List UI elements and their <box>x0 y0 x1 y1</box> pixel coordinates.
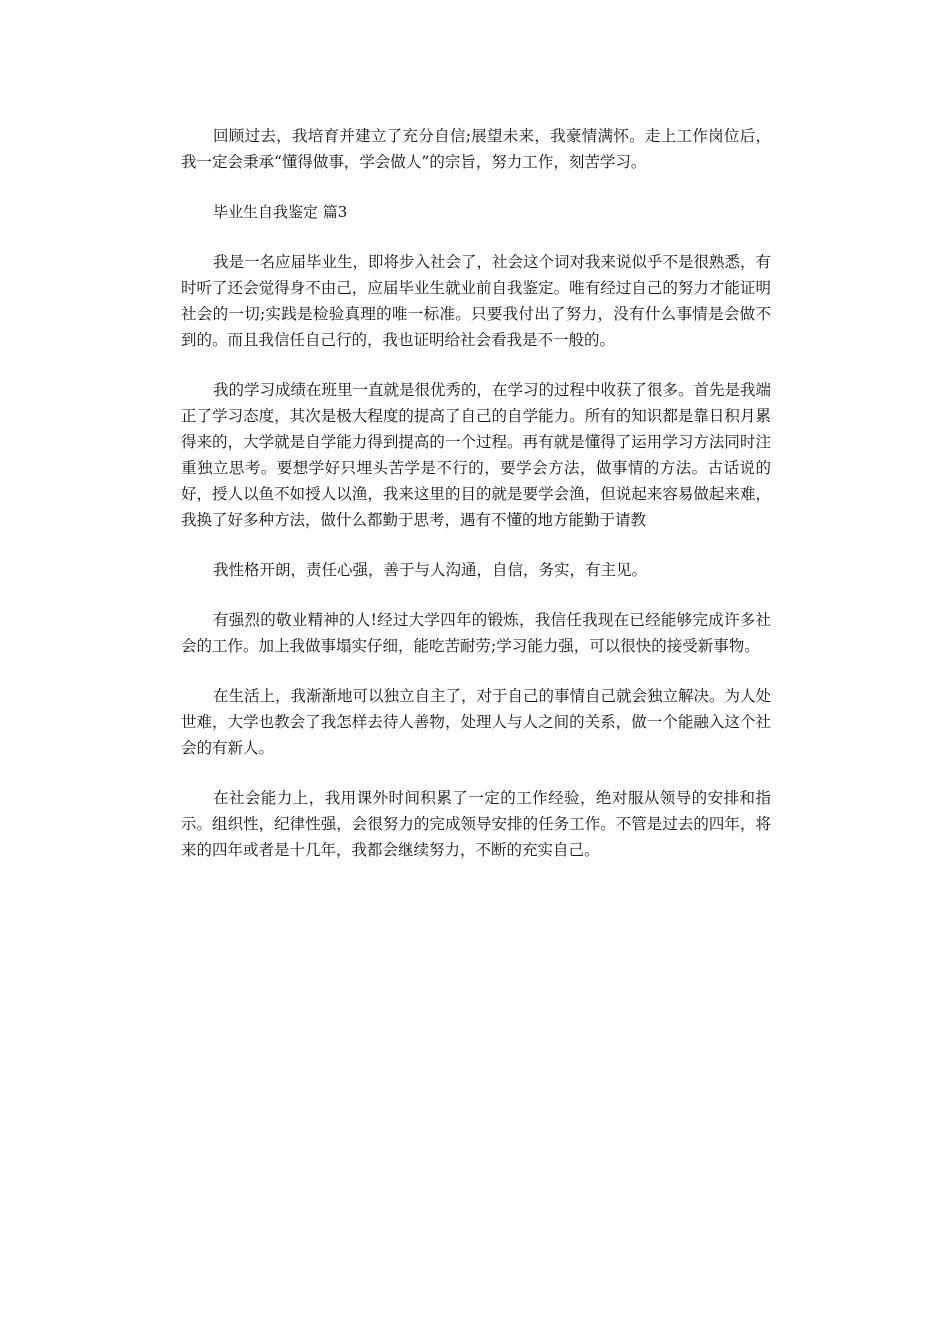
paragraph-intro: 回顾过去，我培育并建立了充分自信;展望未来，我豪情满怀。走上工作岗位后，我一定会秉承“懂得做事，学会做人”的宗旨，努力工作，刻苦学习。 <box>181 127 771 171</box>
paragraph-6: 在社会能力上，我用课外时间积累了一定的工作经验，绝对服从领导的安排和指示。组织性，纪律性强，会很努力的完成领导安排的任务工作。不管是过去的四年，将来的四年或者是十几年，我都会继续努力，不断的充实自己。 <box>181 789 771 859</box>
document-body <box>181 123 771 887</box>
paragraph-3: 我性格开朗，责任心强，善于与人沟通，自信，务实，有主见。 <box>213 561 648 579</box>
section-title: 毕业生自我鉴定 篇3 <box>213 203 348 221</box>
paragraph-2: 我的学习成绩在班里一直就是很优秀的，在学习的过程中收获了很多。首先是我端正了学习态度，其次是极大程度的提高了自己的自学能力。所有的知识都是靠日积月累得来的，大学就是自学能力得到提高的一个过程。再有就是懂得了运用学习方法同时注重独立思考。要想学好只埋头苦学是不行的，要学会方法，做事情的方法。古话说的好，授人以鱼不如授人以渔，我来这里的目的就是要学会渔，但说起来容易做起来难，我换了好多种方法，做什么都勤于思考，遇有不懂的地方能勤于请教 <box>181 381 772 529</box>
paragraph-1: 我是一名应届毕业生，即将步入社会了，社会这个词对我来说似乎不是很熟悉，有时听了还会觉得身不由己，应届毕业生就业前自我鉴定。唯有经过自己的努力才能证明社会的一切;实践是检验真理的唯一标准。只要我付出了努力，没有什么事情是会做不到的。而且我信任自己行的，我也证明给社会看我是不一般的。 <box>181 253 772 349</box>
paragraph-5: 在生活上，我渐渐地可以独立自主了，对于自己的事情自己就会独立解决。为人处世难，大学也教会了我怎样去待人善物，处理人与人之间的关系，做一个能融入这个社会的有新人。 <box>181 687 772 757</box>
paragraph-4: 有强烈的敬业精神的人!经过大学四年的锻炼，我信任我现在已经能够完成许多社会的工作。加上我做事塌实仔细，能吃苦耐劳;学习能力强，可以很快的接受新事物。 <box>181 611 771 655</box>
